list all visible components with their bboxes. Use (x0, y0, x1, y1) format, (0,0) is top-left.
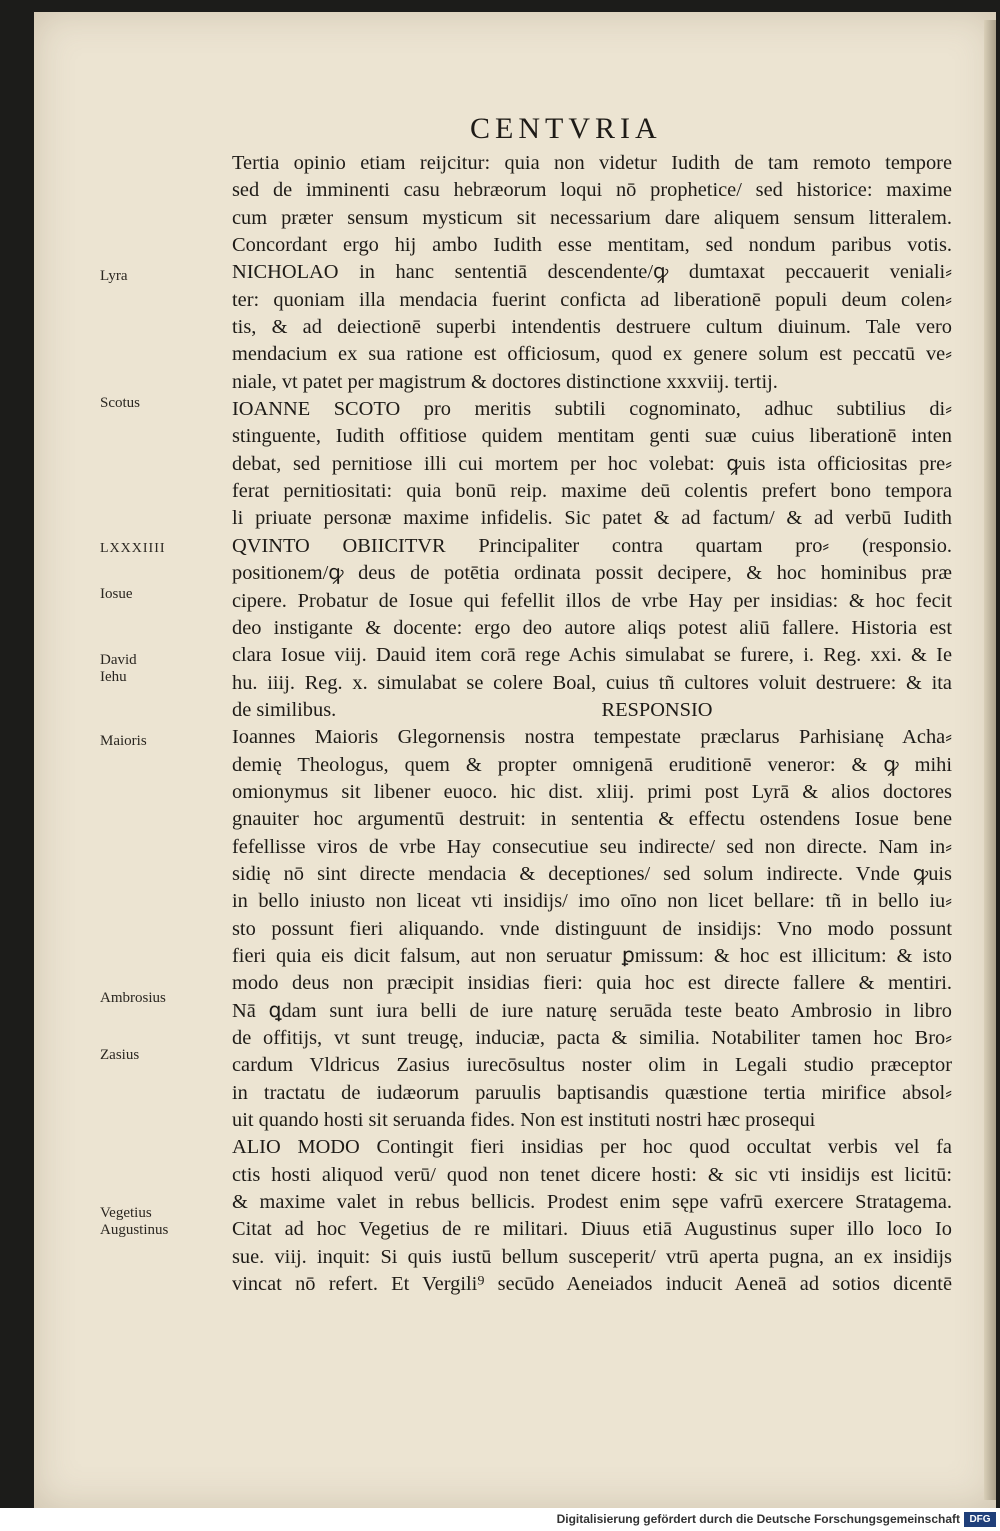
text-line: sue. viij. inquit: Si quis iustū bellum susceperit/ vtrū aperta pugna, an ex insidijs (232, 1245, 952, 1268)
margin-note-chapter-number: LXXXIIII (100, 541, 166, 556)
text-line: cipere. Probatur de Iosue qui fefellit illos de vrbe Hay per insidias: & hoc fecit (232, 589, 952, 612)
margin-note-vegetius: Vegetius (100, 1205, 152, 1221)
text-line: & maxime valet in rebus bellicis. Prodest enim sępe vafrū exercere Stratagema. (232, 1191, 952, 1214)
text-line: Concordant ergo hij ambo Iudith esse mentitam, sed nondum paribus votis. (232, 234, 952, 257)
margin-note-ambrosius: Ambrosius (100, 990, 166, 1006)
text-line: NICHOLAO in hanc sententiā descendente/ꝙ dumtaxat peccauerit veniali⸗ (232, 261, 952, 284)
dfg-logo-icon: DFG (964, 1512, 996, 1527)
text-line: li priuate personæ maxime infidelis. Sic patet & ad factum/ & ad verbū Iudith (232, 507, 952, 530)
text-line: hu. iiij. Reg. x. simulabat se colere Boal, cuius tñ cultores voluit destruere: & ita (232, 671, 952, 694)
text-line: de offitijs, vt sunt treugę, induciæ, pacta & similia. Notabiliter tamen hoc Bro⸗ (232, 1027, 952, 1049)
margin-note-david: David (100, 652, 137, 668)
text-line: Citat ad hoc Vegetius de re militari. Diuus etiā Augustinus super illo loco Io (232, 1218, 952, 1241)
margin-note-lyra: Lyra (100, 268, 128, 284)
text-line: Nā ꝗdam sunt iura belli de iure naturę seruāda teste beato Ambrosio in libro (232, 999, 952, 1022)
text-line: clara Iosue viij. Dauid item corā rege Achis simulabat se furere, i. Reg. xxi. & Ie (232, 644, 952, 667)
text-line: sed de imminenti casu hebræorum loqui nō prophetice/ sed historice: maxime (232, 179, 952, 202)
text-line: demię Theologus, quem & propter omnigenā eruditionē veneror: & ꝙ mihi (232, 753, 952, 776)
margin-note-augustinus: Augustinus (100, 1222, 169, 1238)
margin-note-maioris: Maioris (100, 733, 147, 749)
page-edge (984, 20, 996, 1500)
running-head: CENTVRIA (470, 112, 662, 145)
text-line: Ioannes Maioris Glegornensis nostra tempestate præclarus Parhisianę Acha⸗ (232, 726, 952, 749)
text-line: stinguente, Iudith offitiose quidem mentitam genti suæ cuius liberationē inten (232, 425, 952, 448)
text-line: ALIO MODO Contingit fieri insidias per hoc quod occultat verbis vel fa (232, 1136, 952, 1159)
text-line: QVINTO OBIICITVR Principaliter contra quartam pro⸗ (responsio. (232, 534, 952, 557)
text-line: debat, sed pernitiose illi cui mortem per hoc volebat: ꝙuis ista officiositas pre⸗ (232, 452, 952, 475)
footer-bar (0, 1508, 1000, 1531)
text-line: IOANNE SCOTO pro meritis subtili cognominato, adhuc subtilius di⸗ (232, 398, 952, 421)
text-line: Tertia opinio etiam reijcitur: quia non videtur Iudith de tam remoto tempore (232, 152, 952, 174)
text-line: sto possunt fieri aliquando. vnde distinguunt de insidijs: Vno modo possunt (232, 917, 952, 940)
margin-note-iehu: Iehu (100, 669, 127, 685)
funding-notice: Digitalisierung gefördert durch die Deutsche Forschungsgemeinschaft (556, 1512, 960, 1526)
text-line: modo deus non præcipit insidias fieri: quia hoc est directe fallere & mentiri. (232, 972, 952, 995)
text-line: fieri quia eis dicit falsum, aut non seruatur ꝑmissum: & hoc est illicitum: & isto (232, 944, 952, 967)
section-heading-responsio: RESPONSIO (601, 698, 713, 721)
text-line: deo instigante & docente: ergo deo autore aliqs potest aliū fallere. Historia est (232, 616, 952, 639)
text-line: omionymus sit libener euoco. hic dist. xliij. primi post Lyrā & alios doctores (232, 780, 952, 803)
margin-note-scotus: Scotus (100, 395, 141, 411)
text-line: fefellisse viros de vrbe Hay consecutiue seu indirecte/ sed non directe. Nam in⸗ (232, 835, 952, 858)
text-line: positionem/ꝙ deus de potētia ordinata possit decipere, & hoc hominibus præ (232, 562, 952, 585)
text-line: niale, vt patet per magistrum & doctores distinctione xxxviij. tertij. (232, 370, 778, 393)
text-line: sidię nō sint directe mendacia & deceptiones/ sed solum indirecte. Vnde ꝙuis (232, 862, 952, 885)
text-line: cum præter sensum mysticum sit necessarium dare aliquem sensum litteralem. (232, 206, 952, 229)
text-line: in tractatu de iudæorum paruulis baptisandis quæstione tertia mirifice absol⸗ (232, 1081, 952, 1104)
text-line: in bello iniusto non liceat vti insidijs/ imo oīno non licet bellare: tñ in bello iu⸗ (232, 890, 952, 913)
text-line: ter: quoniam illa mendacia fuerint conficta ad liberationē populi deum colen⸗ (232, 288, 952, 311)
text-line: de similibus. (232, 698, 337, 721)
text-line: tis, & ad deiectionē superbi intendentis destruere cultum diuinum. Tale vero (232, 316, 952, 339)
main-text (232, 150, 952, 1298)
text-line: ctis hosti aliquod verū/ quod non tenet dicere hosti: & sic vti insidijs est licitū: (232, 1163, 952, 1186)
text-line: mendacium ex sua ratione est officiosum, quod ex genere solum est peccatū ve⸗ (232, 343, 952, 366)
text-line: ferat pernitiositati: quia bonū reip. maxime deū colentis prefert bono tempora (232, 480, 952, 503)
text-line: cardum Vldricus Zasius iurecōsultus noster olim in Legali studio præceptor (232, 1054, 952, 1077)
text-line: uit quando hosti sit seruanda fides. Non est instituti nostri hæc prosequi (232, 1109, 816, 1132)
margin-note-zasius: Zasius (100, 1047, 140, 1063)
text-line: vincat nō refert. Et Vergili⁹ secūdo Aeneiados inducit Aeneā ad sotios dicentē (232, 1273, 952, 1296)
text-line: gnauiter hoc argumentū destruit: in sententia & effectu ostendens Iosue bene (232, 808, 952, 831)
margin-note-iosue: Iosue (100, 586, 133, 602)
